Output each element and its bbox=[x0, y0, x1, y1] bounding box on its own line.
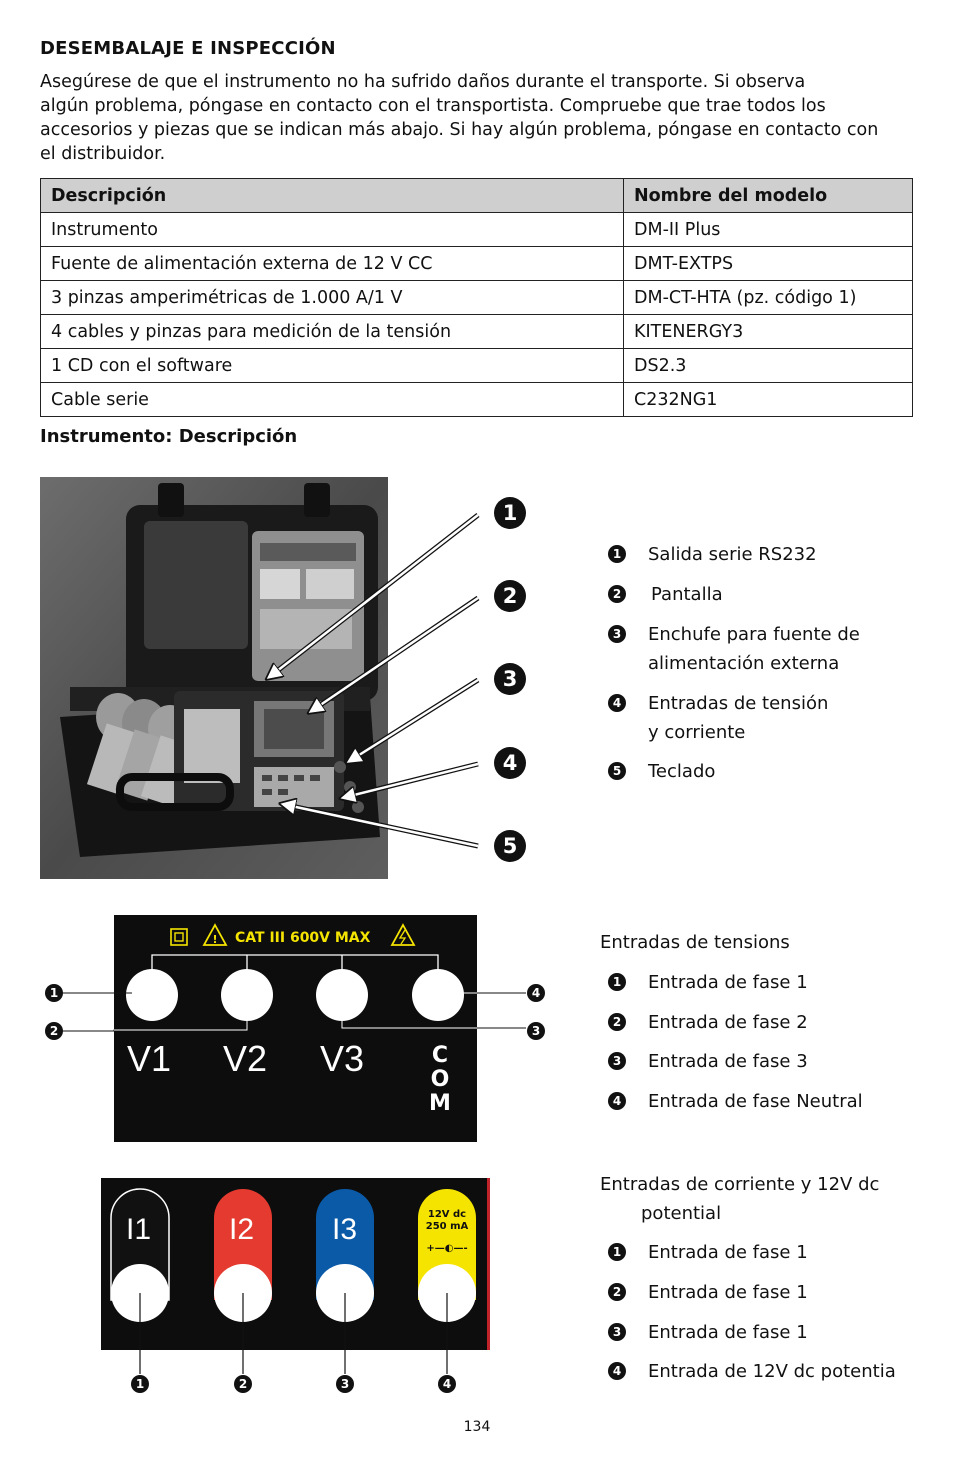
table-row bbox=[41, 383, 913, 417]
table-cell: DM-II Plus bbox=[624, 213, 913, 247]
voltage-panel-diagram bbox=[40, 915, 560, 1142]
dc-current: 250 mA bbox=[425, 1221, 469, 1232]
table-row bbox=[41, 281, 913, 315]
current-callout-1: 1 bbox=[131, 1375, 149, 1393]
column-header-model: Nombre del modelo bbox=[624, 179, 913, 213]
number-badge: 4 bbox=[608, 1092, 626, 1110]
heading-line: Entradas de corriente y 12V dc bbox=[600, 1174, 880, 1195]
voltage-callout-3: 3 bbox=[527, 1022, 545, 1040]
table-cell: 3 pinzas amperimétricas de 1.000 A/1 V bbox=[41, 281, 624, 315]
number-badge: 4 bbox=[608, 694, 626, 712]
subsection-title: Instrumento: Descripción bbox=[40, 426, 298, 447]
legend-text: Entrada de fase 3 bbox=[648, 1051, 808, 1072]
table-row bbox=[41, 213, 913, 247]
legend-text: Salida serie RS232 bbox=[648, 544, 817, 565]
legend-text: Entrada de fase 1 bbox=[648, 1322, 808, 1343]
table-cell: Fuente de alimentación externa de 12 V CC bbox=[41, 247, 624, 281]
com-label bbox=[428, 1044, 452, 1116]
parts-table bbox=[40, 178, 913, 417]
photo-callout-1: 1 bbox=[494, 497, 526, 529]
table-cell: DM-CT-HTA (pz. código 1) bbox=[624, 281, 913, 315]
i3-label: I3 bbox=[332, 1213, 358, 1246]
table-cell: KITENERGY3 bbox=[624, 315, 913, 349]
legend-text: Enchufe para fuente de bbox=[648, 624, 860, 645]
heading-line: potential bbox=[641, 1203, 722, 1224]
current-callout-2: 2 bbox=[234, 1375, 252, 1393]
terminal-com bbox=[412, 969, 464, 1021]
table-cell: DMT-EXTPS bbox=[624, 247, 913, 281]
current-callout-3: 3 bbox=[336, 1375, 354, 1393]
photo-callout-3: 3 bbox=[494, 663, 526, 695]
number-badge: 3 bbox=[608, 1323, 626, 1341]
photo-callout-4: 4 bbox=[494, 747, 526, 779]
table-header-row bbox=[41, 179, 913, 213]
intro-line: accesorios y piezas que se indican más abajo. Si hay algún problema, póngase en contacto con bbox=[40, 120, 879, 140]
current-legend-heading bbox=[600, 1170, 879, 1228]
legend-text: alimentación externa bbox=[648, 653, 840, 674]
number-badge: 4 bbox=[608, 1362, 626, 1380]
voltage-legend-heading: Entradas de tensions bbox=[600, 932, 790, 953]
legend-text: Entrada de fase 1 bbox=[648, 1282, 808, 1303]
intro-line: el distribuidor. bbox=[40, 144, 166, 164]
i2-label: I2 bbox=[229, 1213, 255, 1246]
table-row bbox=[41, 247, 913, 281]
legend-text: Entrada de fase 2 bbox=[648, 1012, 808, 1033]
v3-label: V3 bbox=[320, 1038, 365, 1079]
photo-callout-2: 2 bbox=[494, 580, 526, 612]
double-insulation-icon bbox=[171, 929, 187, 945]
com-letter: M bbox=[429, 1091, 451, 1116]
section-title: DESEMBALAJE E INSPECCIÓN bbox=[40, 38, 336, 59]
table-cell: 1 CD con el software bbox=[41, 349, 624, 383]
table-cell: DS2.3 bbox=[624, 349, 913, 383]
photo-callout-5: 5 bbox=[494, 830, 526, 862]
legend-text: Pantalla bbox=[651, 584, 723, 605]
column-header-description: Descripción bbox=[41, 179, 624, 213]
dc-rating-label bbox=[418, 1209, 476, 1233]
number-badge: 1 bbox=[608, 1243, 626, 1261]
voltage-callout-1: 1 bbox=[45, 984, 63, 1002]
intro-line: Asegúrese de que el instrumento no ha sufrido daños durante el transporte. Si observa bbox=[40, 72, 806, 92]
current-callout-4: 4 bbox=[438, 1375, 456, 1393]
table-cell: Cable serie bbox=[41, 383, 624, 417]
legend-text: y corriente bbox=[648, 722, 746, 743]
number-badge: 1 bbox=[608, 973, 626, 991]
legend-text: Entrada de fase Neutral bbox=[648, 1091, 863, 1112]
i1-label: I1 bbox=[126, 1213, 152, 1246]
com-letter: O bbox=[430, 1067, 450, 1092]
v1-label: V1 bbox=[127, 1038, 172, 1079]
terminal-v3 bbox=[316, 969, 368, 1021]
number-badge: 2 bbox=[608, 1013, 626, 1031]
legend-text: Entradas de tensión bbox=[648, 693, 829, 714]
table-cell: Instrumento bbox=[41, 213, 624, 247]
legend-text: Entrada de 12V dc potentia bbox=[648, 1361, 896, 1382]
table-cell: C232NG1 bbox=[624, 383, 913, 417]
table-cell: 4 cables y pinzas para medición de la tensión bbox=[41, 315, 624, 349]
svg-text:!: ! bbox=[212, 933, 218, 946]
terminal-v2 bbox=[221, 969, 273, 1021]
com-letter: C bbox=[431, 1043, 449, 1068]
rating-label: CAT III 600V MAX bbox=[235, 930, 371, 946]
number-badge: 2 bbox=[608, 585, 626, 603]
number-badge: 3 bbox=[608, 1052, 626, 1070]
legend-text: Entrada de fase 1 bbox=[648, 1242, 808, 1263]
legend-text: Teclado bbox=[648, 761, 716, 782]
number-badge: 5 bbox=[608, 762, 626, 780]
voltage-callout-2: 2 bbox=[45, 1022, 63, 1040]
page-number: 134 bbox=[463, 1419, 491, 1435]
number-badge: 3 bbox=[608, 625, 626, 643]
terminal-v1 bbox=[126, 969, 178, 1021]
number-badge: 1 bbox=[608, 545, 626, 563]
polarity-icon: +—◐—- bbox=[426, 1243, 468, 1254]
intro-paragraph bbox=[40, 70, 915, 166]
intro-line: algún problema, póngase en contacto con el transportista. Compruebe que trae todos los bbox=[40, 96, 826, 116]
legend-text: Entrada de fase 1 bbox=[648, 972, 808, 993]
dc-voltage: 12V dc bbox=[427, 1209, 467, 1220]
photo-arrows bbox=[220, 500, 520, 850]
number-badge: 2 bbox=[608, 1283, 626, 1301]
voltage-callout-4: 4 bbox=[527, 984, 545, 1002]
table-row bbox=[41, 315, 913, 349]
v2-label: V2 bbox=[223, 1038, 268, 1079]
table-row bbox=[41, 349, 913, 383]
